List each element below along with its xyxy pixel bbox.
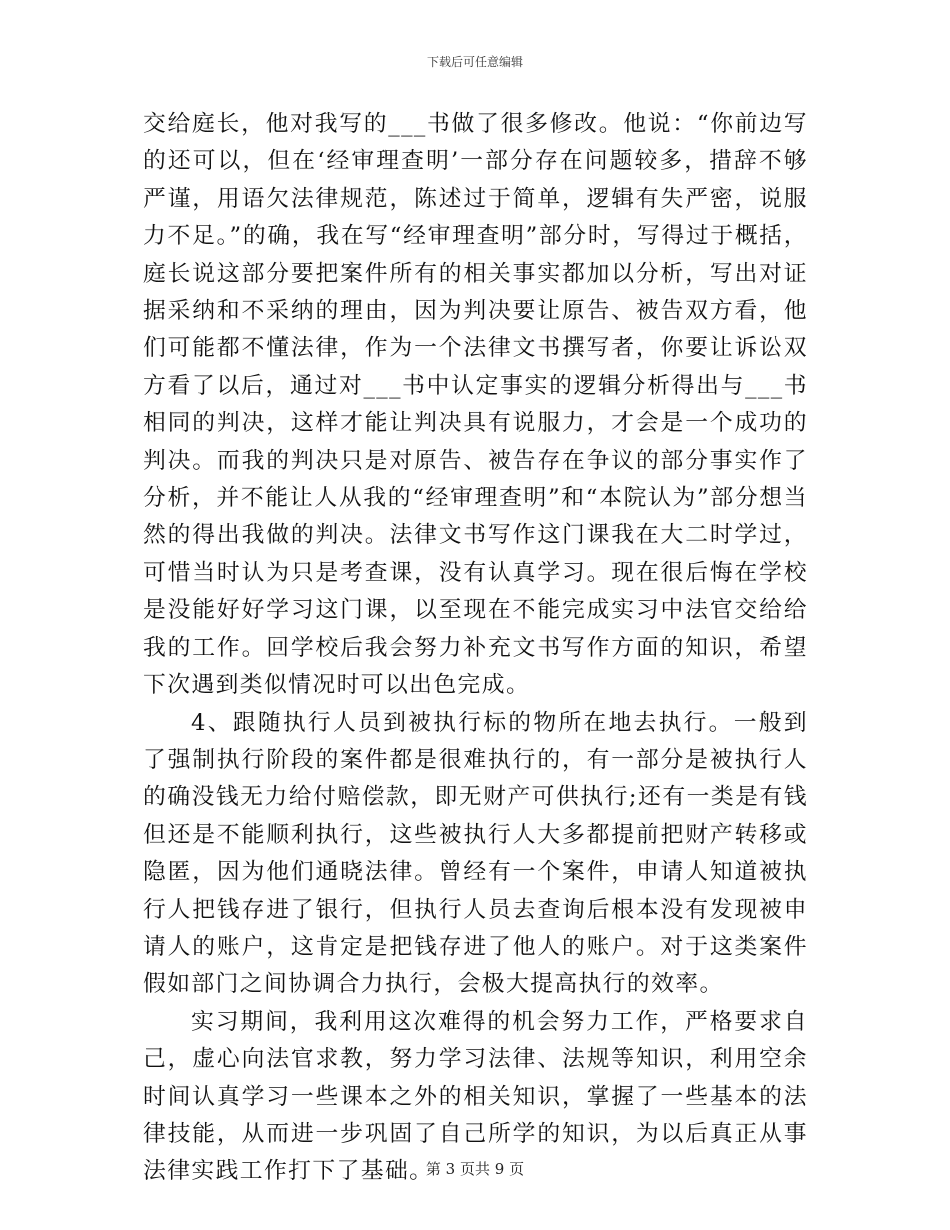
document-body [143, 106, 808, 1191]
page-footer: 第 3 页共 9 页 [425, 1160, 525, 1178]
paragraph-continuation: 交给庭长，他对我写的___书做了很多修改。他说：“你前边写的还可以，但在‘经审理查明’一部分存在问题较多，措辞不够严谨，用语欠法律规范，陈述过于简单，逻辑有失严密，说服力不足。”的确，我在写“经审理查明”部分时，写得过于概括，庭长说这部分要把案件所有的相关事实都加以分析，写出对证据采纳和不采纳的理由，因为判决要让原告、被告双方看，他们可能都不懂法律，作为一个法律文书撰写者，你要让诉讼双方看了以后，通过对___书中认定事实的逻辑分析得出与___书相同的判决，这样才能让判决具有说服力，才会是一个成功的判决。而我的判决只是对原告、被告存在争议的部分事实作了分析，并不能让人从我的“经审理查明”和“本院认为”部分想当然的得出我做的判决。法律文书写作这门课我在大二时学过，可惜当时认为只是考查课，没有认真学习。现在很后悔在学校是没能好好学习这门课，以至现在不能完成实习中法官交给给我的工作。回学校后我会努力补充文书写作方面的知识，希望下次遇到类似情况时可以出色完成。 [143, 111, 808, 699]
paragraph-item-4: 4、跟随执行人员到被执行标的物所在地去执行。一般到了强制执行阶段的案件都是很难执行的，有一部分是被执行人的确没钱无力给付赔偿款，即无财产可供执行;还有一类是有钱但还是不能顺利执行，这些被执行人大多都提前把财产转移或隐匿，因为他们通晓法律。曾经有一个案件，申请人知道被执行人把钱存进了银行，但执行人员去查询后根本没有发现被申请人的账户，这肯定是把钱存进了他人的账户。对于这类案件假如部门之间协调合力执行，会极大提高执行的效率。 [143, 709, 808, 998]
page-header: 下载后可任意编辑 [426, 55, 523, 69]
paragraph-summary: 实习期间，我利用这次难得的机会努力工作，严格要求自己，虚心向法官求教，努力学习法律、法规等知识，利用空余时间认真学习一些课本之外的相关知识，掌握了一些基本的法律技能，从而进一步巩固了自己所学的知识，为以后真正从事法律实践工作打下了基础。 [143, 1008, 808, 1185]
